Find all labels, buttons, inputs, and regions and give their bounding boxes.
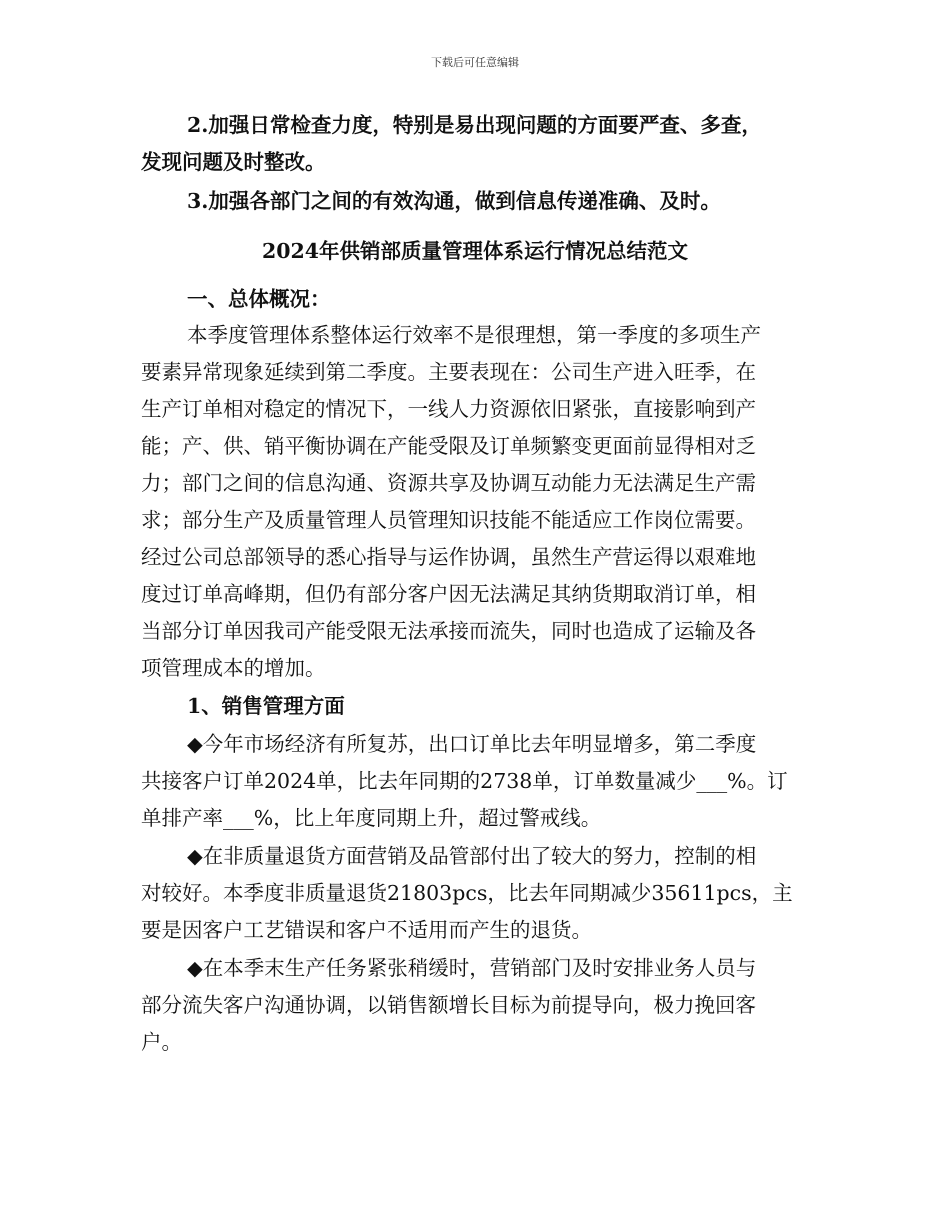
p1-line-3: 生产订单相对稳定的情况下，一线人力资源依旧紧张，直接影响到产 bbox=[141, 397, 756, 421]
p1-line-8: 度过订单高峰期，但仍有部分客户因无法满足其纳货期取消订单，相 bbox=[141, 582, 756, 606]
item-2 bbox=[0, 106, 950, 144]
item-3 bbox=[0, 182, 950, 220]
b1-line-1: ◆今年市场经济有所复苏，出口订单比去年明显增多，第二季度 bbox=[187, 732, 757, 756]
p1-line-1: 本季度管理体系整体运行效率不是很理想，第一季度的多项生产 bbox=[187, 323, 761, 347]
p1-line-2: 要素异常现象延续到第二季度。主要表现在：公司生产进入旺季，在 bbox=[141, 360, 756, 384]
page-header: 下载后可任意编辑 bbox=[431, 56, 519, 69]
item-2-cont bbox=[0, 143, 950, 181]
section-2-heading: 1、销售管理方面 bbox=[187, 694, 345, 718]
b1-line-2: 共接客户订单2024单，比去年同期的2738单，订单数量减少___%。订 bbox=[141, 769, 788, 793]
b2-line-2: 对较好。本季度非质量退货21803pcs，比去年同期减少35611pcs，主 bbox=[141, 881, 793, 905]
p1-line-5: 力；部门之间的信息沟通、资源共享及协调互动能力无法满足生产需 bbox=[141, 471, 756, 495]
p1-line-6: 求；部分生产及质量管理人员管理知识技能不能适应工作岗位需要。 bbox=[141, 508, 756, 532]
p1-line-7: 经过公司总部领导的悉心指导与运作协调，虽然生产营运得以艰难地 bbox=[141, 545, 756, 569]
item-2-line-2: 发现问题及时整改。 bbox=[141, 150, 326, 174]
b2-line-1: ◆在非质量退货方面营销及品管部付出了较大的努力，控制的相 bbox=[187, 844, 757, 868]
item-3-line-1: 3.加强各部门之间的有效沟通，做到信息传递准确、及时。 bbox=[187, 189, 721, 213]
b3-line-2: 部分流失客户沟通协调，以销售额增长目标为前提导向，极力挽回客 bbox=[141, 993, 756, 1017]
item-2-line-1: 2.加强日常检查力度，特别是易出现问题的方面要严查、多查， bbox=[187, 113, 762, 137]
b2-line-3: 要是因客户工艺错误和客户不适用而产生的退货。 bbox=[141, 918, 592, 942]
document-title: 2024年供销部质量管理体系运行情况总结范文 bbox=[261, 239, 689, 263]
b3-line-3: 户。 bbox=[141, 1030, 182, 1054]
b3-line-1: ◆在本季末生产任务紧张稍缓时，营销部门及时安排业务人员与 bbox=[187, 956, 757, 980]
b1-line-3: 单排产率___%，比上年度同期上升，超过警戒线。 bbox=[141, 806, 602, 830]
p1-line-10: 项管理成本的增加。 bbox=[141, 656, 326, 680]
p1-line-9: 当部分订单因我司产能受限无法承接而流失，同时也造成了运输及各 bbox=[141, 619, 756, 643]
p1-line-4: 能；产、供、销平衡协调在产能受限及订单频繁变更面前显得相对乏 bbox=[141, 434, 756, 458]
section-1-heading: 一、总体概况： bbox=[187, 287, 331, 311]
